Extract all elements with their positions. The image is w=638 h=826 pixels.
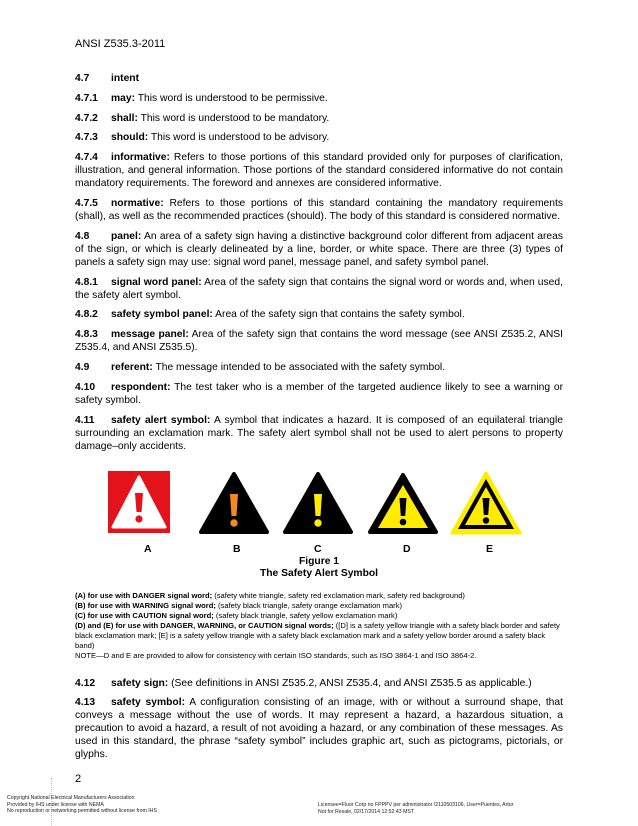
figure-note (75, 591, 563, 601)
section-number: 4.8.1 (75, 276, 98, 288)
figure-note-text: (safety white triangle, safety red exclamation mark, safety red background) (212, 590, 465, 600)
symbol-labels (75, 543, 563, 555)
footer-line: Copyright National Electrical Manufacturers Association (7, 795, 135, 801)
definition-text: (See definitions in ANSI Z535.2, ANSI Z535.4, and ANSI Z535.5 as applicable.) (168, 677, 532, 689)
footer-right (318, 802, 513, 815)
symbol-c-caution-icon (282, 471, 354, 535)
definition-paragraph (75, 131, 563, 144)
definition-text: A configuration consisting of an image, with or without a surround shape, that conveys a message without the use of words. It may represent a hazard, a hazardous situation, a precaution to avoid a hazard, a result of not avoiding a hazard, or any combination of these messages. As used in this standard, the phrase “safety symbol” includes graphic art, such as pictograms, pictorials, or glyphs. (75, 697, 563, 761)
footer-line: Licensee=Fluor Corp no FPPPV per administrator /2110503106, User=Puentes, Artur (318, 802, 514, 808)
definitions-list (75, 72, 563, 453)
section-number: 4.7.5 (75, 197, 98, 209)
label-a: A (144, 542, 152, 555)
figure-note (75, 601, 563, 611)
definition-paragraph (75, 230, 563, 269)
section-number: 4.12 (75, 677, 96, 689)
definition-text: This word is understood to be permissive. (135, 92, 328, 104)
footer-left (7, 795, 157, 815)
section-number: 4.10 (75, 381, 96, 393)
definition-paragraph (75, 276, 563, 302)
defined-term: shall: (111, 112, 138, 124)
figure-note (75, 621, 563, 651)
figure-note (75, 651, 563, 661)
section-number: 4.7 (75, 73, 90, 84)
definition-text: This word is understood to be advisory. (148, 132, 330, 144)
section-number: 4.8.2 (75, 309, 98, 321)
definition-text: Refers to those portions of this standard containing the mandatory requirements (shall), as well as the recommended practices (should). The body of this standard is considered normative. (75, 197, 563, 222)
safety-alert-symbols (75, 471, 563, 543)
footer-line: No reproduction or networking permitted without license from IHS (7, 808, 157, 815)
figure-note-lead: (A) for use with DANGER signal word; (75, 590, 213, 600)
defined-term: normative: (111, 197, 164, 209)
definition-paragraph (75, 328, 563, 354)
definition-paragraph (75, 151, 563, 190)
section-number: 4.7.2 (75, 112, 98, 124)
section-number: 4.13 (75, 697, 96, 709)
defined-term: safety symbol: (111, 697, 186, 709)
running-header: ANSI Z535.3-2011 (75, 38, 166, 50)
footer-line: Provided by IHS under license with NEMA (7, 801, 104, 808)
section-number: 4.7.1 (75, 92, 98, 104)
defined-term: may: (111, 92, 136, 104)
figure-note (75, 611, 563, 621)
figure-number: Figure 1 (298, 555, 340, 567)
label-c: C (314, 542, 322, 555)
definition-text: A symbol that indicates a hazard. It is composed of an equilateral triangle surrounding an exclamation mark. The safety alert symbol shall not be used to alert persons to property damage–only accidents. (75, 414, 563, 452)
definition-paragraph (75, 72, 563, 85)
definition-paragraph (75, 112, 563, 125)
definition-text: The test taker who is a member of the targeted audience likely to see a warning or safety symbol. (75, 381, 563, 406)
definition-paragraph (75, 696, 563, 761)
definition-text: Area of the safety sign that contains the word message (see ANSI Z535.2, ANSI Z535.4, and ANSI Z535.5). (75, 329, 563, 354)
symbol-e-iso-icon (450, 471, 522, 535)
figure-note-text: (safety black triangle, safety yellow exclamation mark) (213, 610, 398, 620)
defined-term: informative: (111, 152, 170, 164)
footer-line: Not for Resale, 02/17/2014 12:52:43 MST (318, 808, 415, 815)
document-body (75, 72, 563, 768)
figure-title: The Safety Alert Symbol (259, 568, 379, 580)
defined-term: safety sign: (111, 677, 169, 689)
definition-text: An area of a safety sign having a distinctive background color different from adjacent areas of the sign, or which is clearly delineated by a line, border, or white space. There are three (3) types of panels a safety sign may use: signal word panel, message panel, and safety symbol panel. (75, 230, 563, 268)
defined-term: should: (111, 132, 149, 144)
figure-caption (75, 556, 563, 581)
figure-note-lead: (C) for use with CAUTION signal word; (75, 610, 214, 620)
definition-paragraph (75, 197, 563, 223)
defined-term: safety symbol panel: (111, 309, 213, 321)
definition-text: Area of the safety sign that contains the safety symbol. (212, 309, 465, 321)
label-b: B (233, 542, 241, 555)
defined-term: panel: (111, 230, 142, 242)
defined-term: message panel: (111, 329, 189, 341)
definition-paragraph (75, 92, 563, 105)
defined-term: respondent: (111, 381, 171, 393)
symbol-b-warning-icon (198, 471, 270, 535)
definition-text: Area of the safety sign that contains the signal word or words and, when used, the safety alert symbol. (75, 276, 563, 301)
figure-note-lead: (B) for use with WARNING signal word; (75, 600, 216, 610)
figure-note-text: (safety black triangle, safety orange exclamation mark) (215, 600, 403, 610)
figure-note-text: ([D] is a safety yellow triangle with a safety black border and safety black exclamation mark; [E] is a safety yellow triangle with a safety black exclamation mark and a safety yellow border around a safety black band) (75, 620, 560, 650)
page-number: 2 (75, 773, 82, 785)
symbol-a-danger-icon (108, 471, 170, 533)
figure-note-lead: (D) and (E) for use with DANGER, WARNING, or CAUTION signal words; (75, 620, 334, 630)
figure-notes (75, 591, 563, 661)
section-number: 4.9 (75, 361, 90, 373)
definitions-list-continued (75, 677, 563, 762)
figure-note-text: NOTE—D and E are provided to allow for consistency with certain ISO standards, such as ISO 3864-1 and ISO 3864-2. (75, 650, 477, 660)
section-number: 4.11 (75, 414, 95, 426)
definition-paragraph (75, 381, 563, 407)
defined-term: intent (111, 73, 140, 84)
definition-paragraph (75, 677, 563, 690)
definition-text: This word is understood to be mandatory. (137, 112, 330, 124)
definition-text: The message intended to be associated with the safety symbol. (152, 361, 446, 373)
definition-paragraph (75, 361, 563, 374)
section-number: 4.7.4 (75, 152, 98, 164)
section-number: 4.7.3 (75, 132, 98, 144)
defined-term: signal word panel: (111, 276, 202, 288)
defined-term: safety alert symbol: (111, 414, 211, 426)
definition-text: Refers to those portions of this standard provided only for purposes of clarification, illustration, and general information. Those portions of the standard considered informative do not contain mandatory requirements. The foreword and annexes are considered informative. (75, 152, 563, 190)
label-d: D (403, 542, 411, 555)
label-e: E (486, 542, 494, 555)
definition-paragraph (75, 308, 563, 321)
symbol-d-iso-icon (367, 471, 439, 535)
section-number: 4.8.3 (75, 329, 98, 341)
section-number: 4.8 (75, 230, 90, 242)
definition-paragraph (75, 414, 563, 453)
defined-term: referent: (111, 361, 153, 373)
